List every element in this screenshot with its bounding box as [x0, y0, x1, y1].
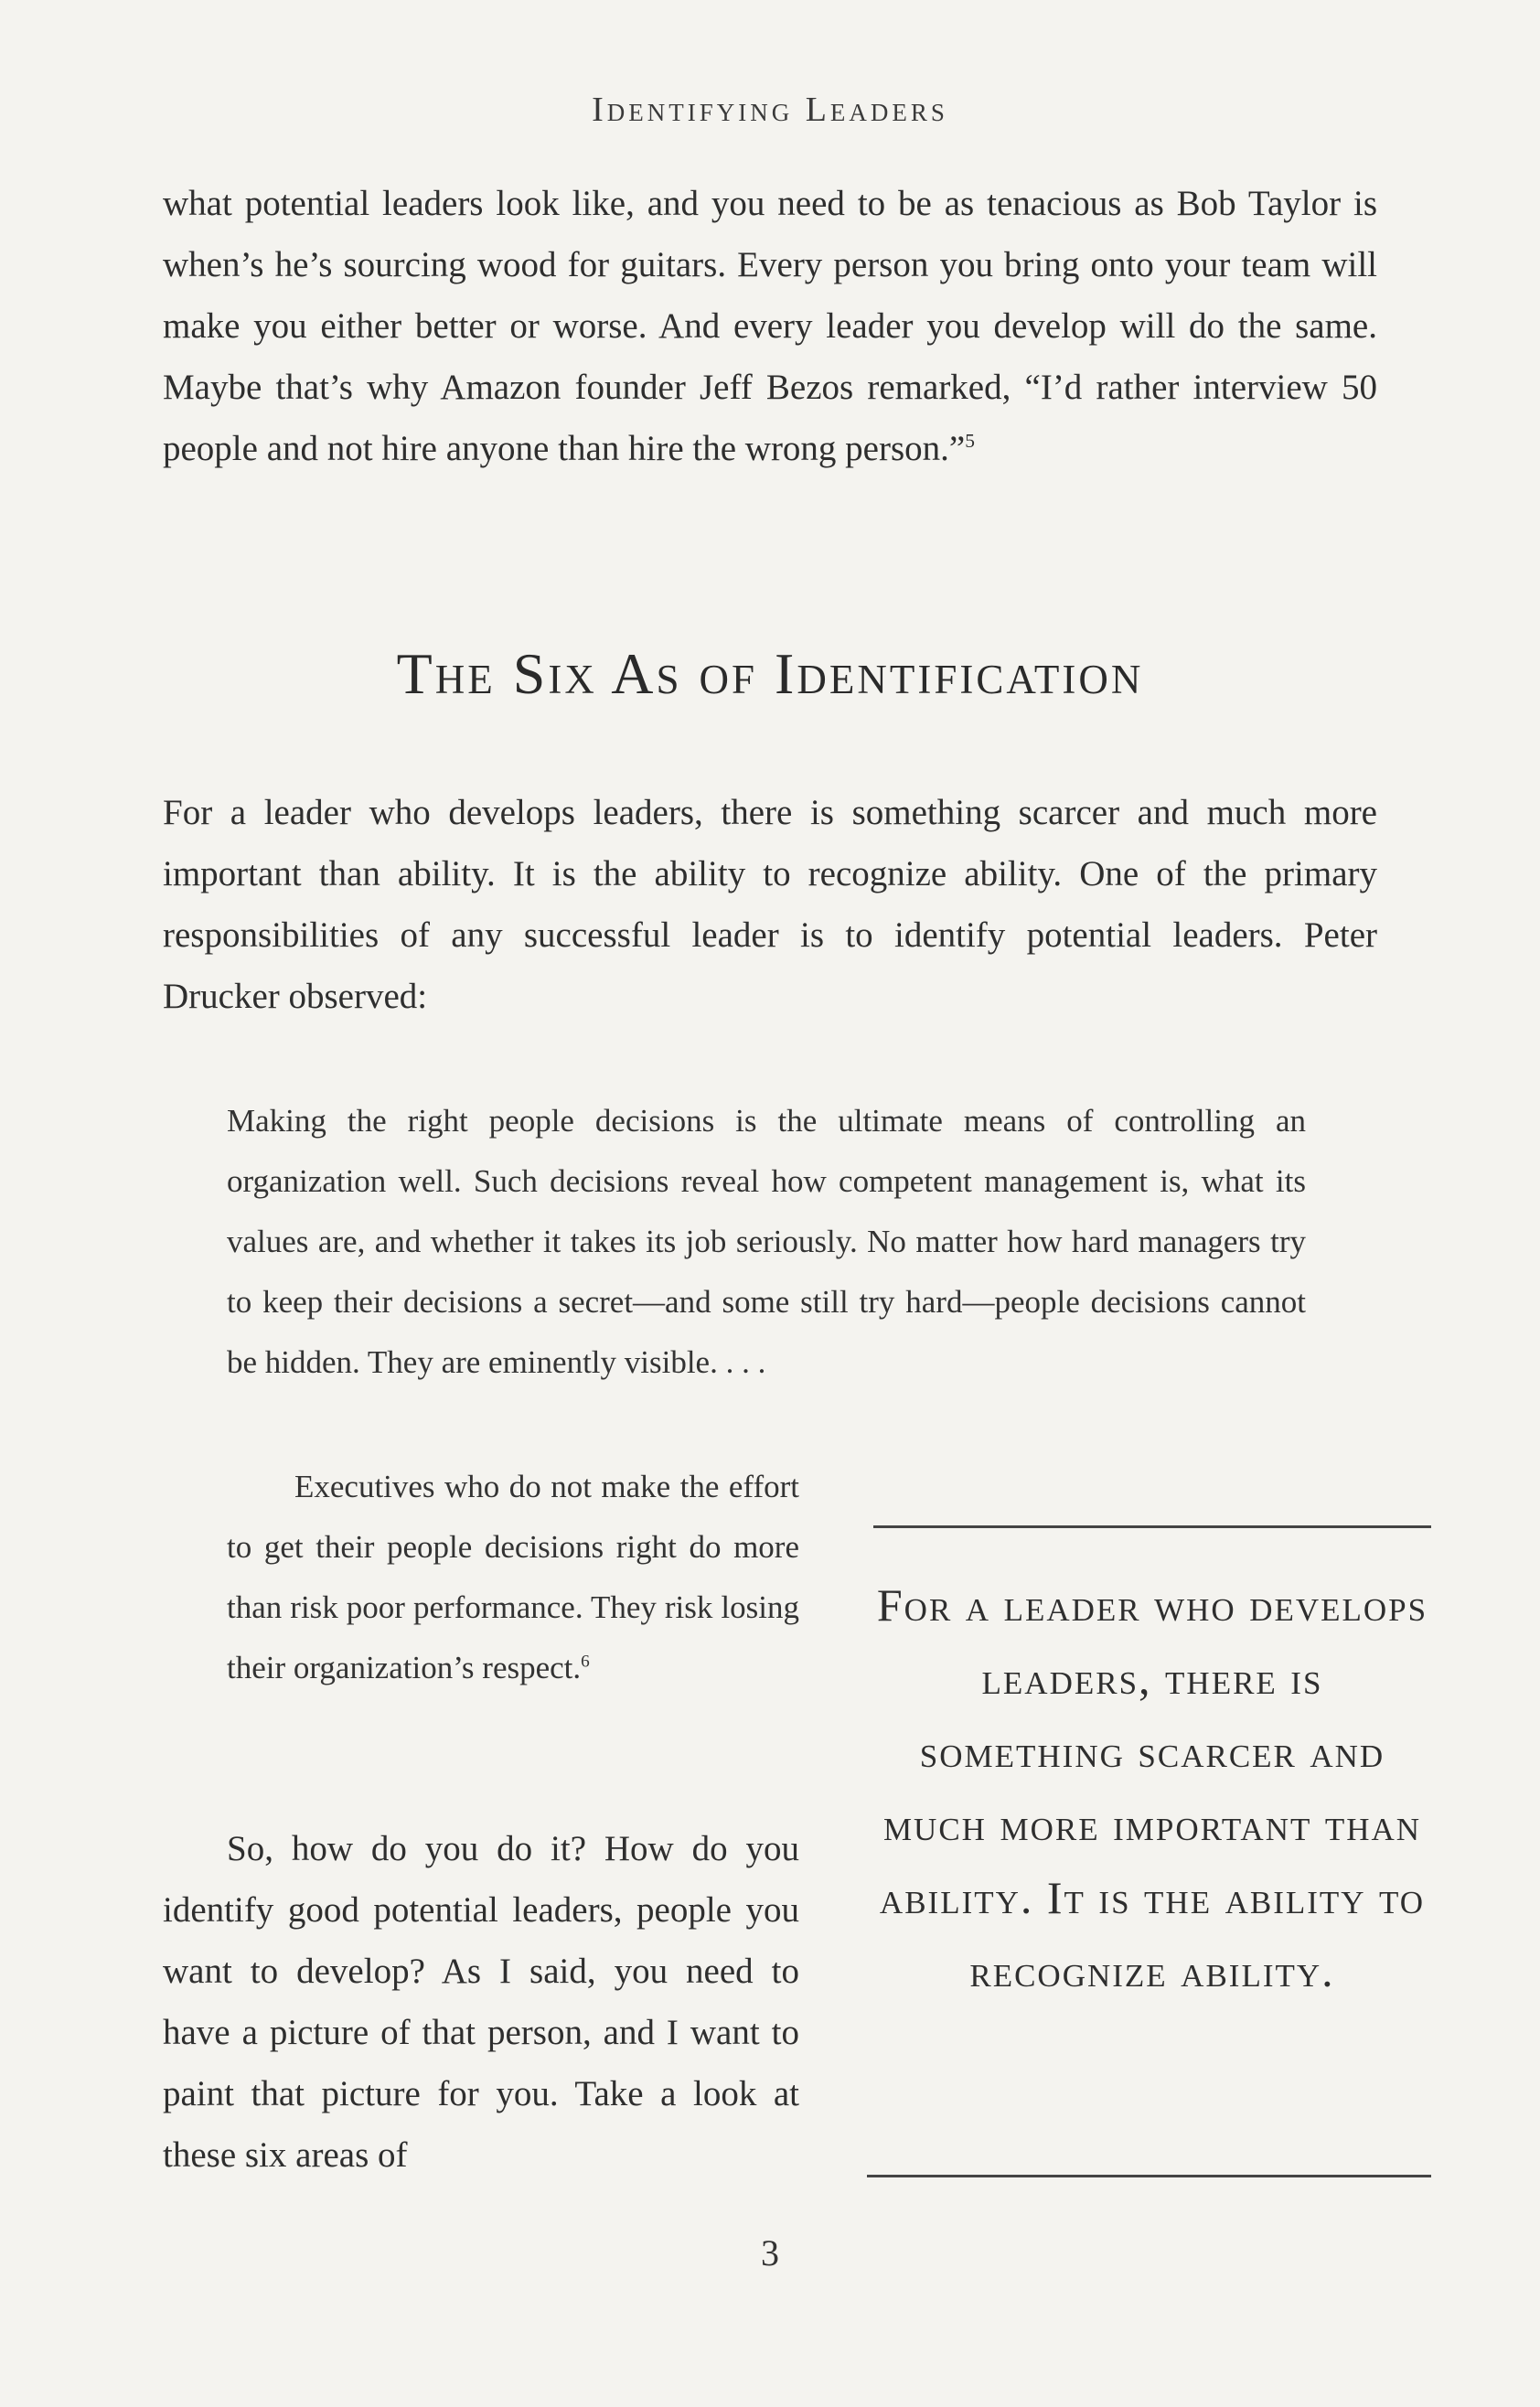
pull-quote-top-rule	[873, 1525, 1431, 1528]
pull-quote-bottom-rule	[867, 2175, 1431, 2177]
footnote-marker-6: 6	[581, 1652, 590, 1672]
page-number: 3	[761, 2232, 779, 2273]
block-quote-1: Making the right people decisions is the ultimate means of controlling an organization well. Such decisions reveal how competent management is, what its values are, and whether it takes its job seriously. No matter how hard managers try to keep their decisions a secret—and some still try hard—people decisions cannot be hidden. They are eminently visible. . . .	[227, 1103, 1306, 1380]
body-paragraph-1	[163, 173, 1377, 479]
block-quote-2-text: Executives who do not make the effort to get their people decisions right do more than risk poor performance. They risk losing their organization’s respect.	[227, 1469, 799, 1685]
footnote-marker-5: 5	[965, 430, 975, 452]
body-paragraph-2: For a leader who develops leaders, there is something scarcer and much more important than ability. It is the ability to recognize ability. One of the primary responsibilities of any successful leader is to identify potential leaders. Peter Drucker observed:	[163, 793, 1377, 1016]
body-paragraph-1-text: what potential leaders look like, and you need to be as tenacious as Bob Taylor is when’s he’s sourcing wood for guitars. Every person you bring onto your team will make you either better or worse. And every leader you develop will do the same. Maybe that’s why Amazon founder Jeff Bezos remarked, “I’d rather interview 50 people and not hire anyone than hire the wrong person.”	[163, 184, 1377, 468]
pull-quote: For a leader who develops leaders, there is something scarcer and much more important than ability. It is the ability to recognize ability.	[876, 1579, 1428, 1996]
running-head: Identifying Leaders	[592, 91, 948, 129]
body-paragraph-3: So, how do you do it? How do you identify good potential leaders, people you want to develop? As I said, you need to have a picture of that person, and I want to paint that picture for you. Take a look at these six areas of	[163, 1829, 799, 2175]
section-heading: The Six As of Identification	[396, 641, 1144, 706]
block-quote-2	[227, 1457, 799, 1698]
